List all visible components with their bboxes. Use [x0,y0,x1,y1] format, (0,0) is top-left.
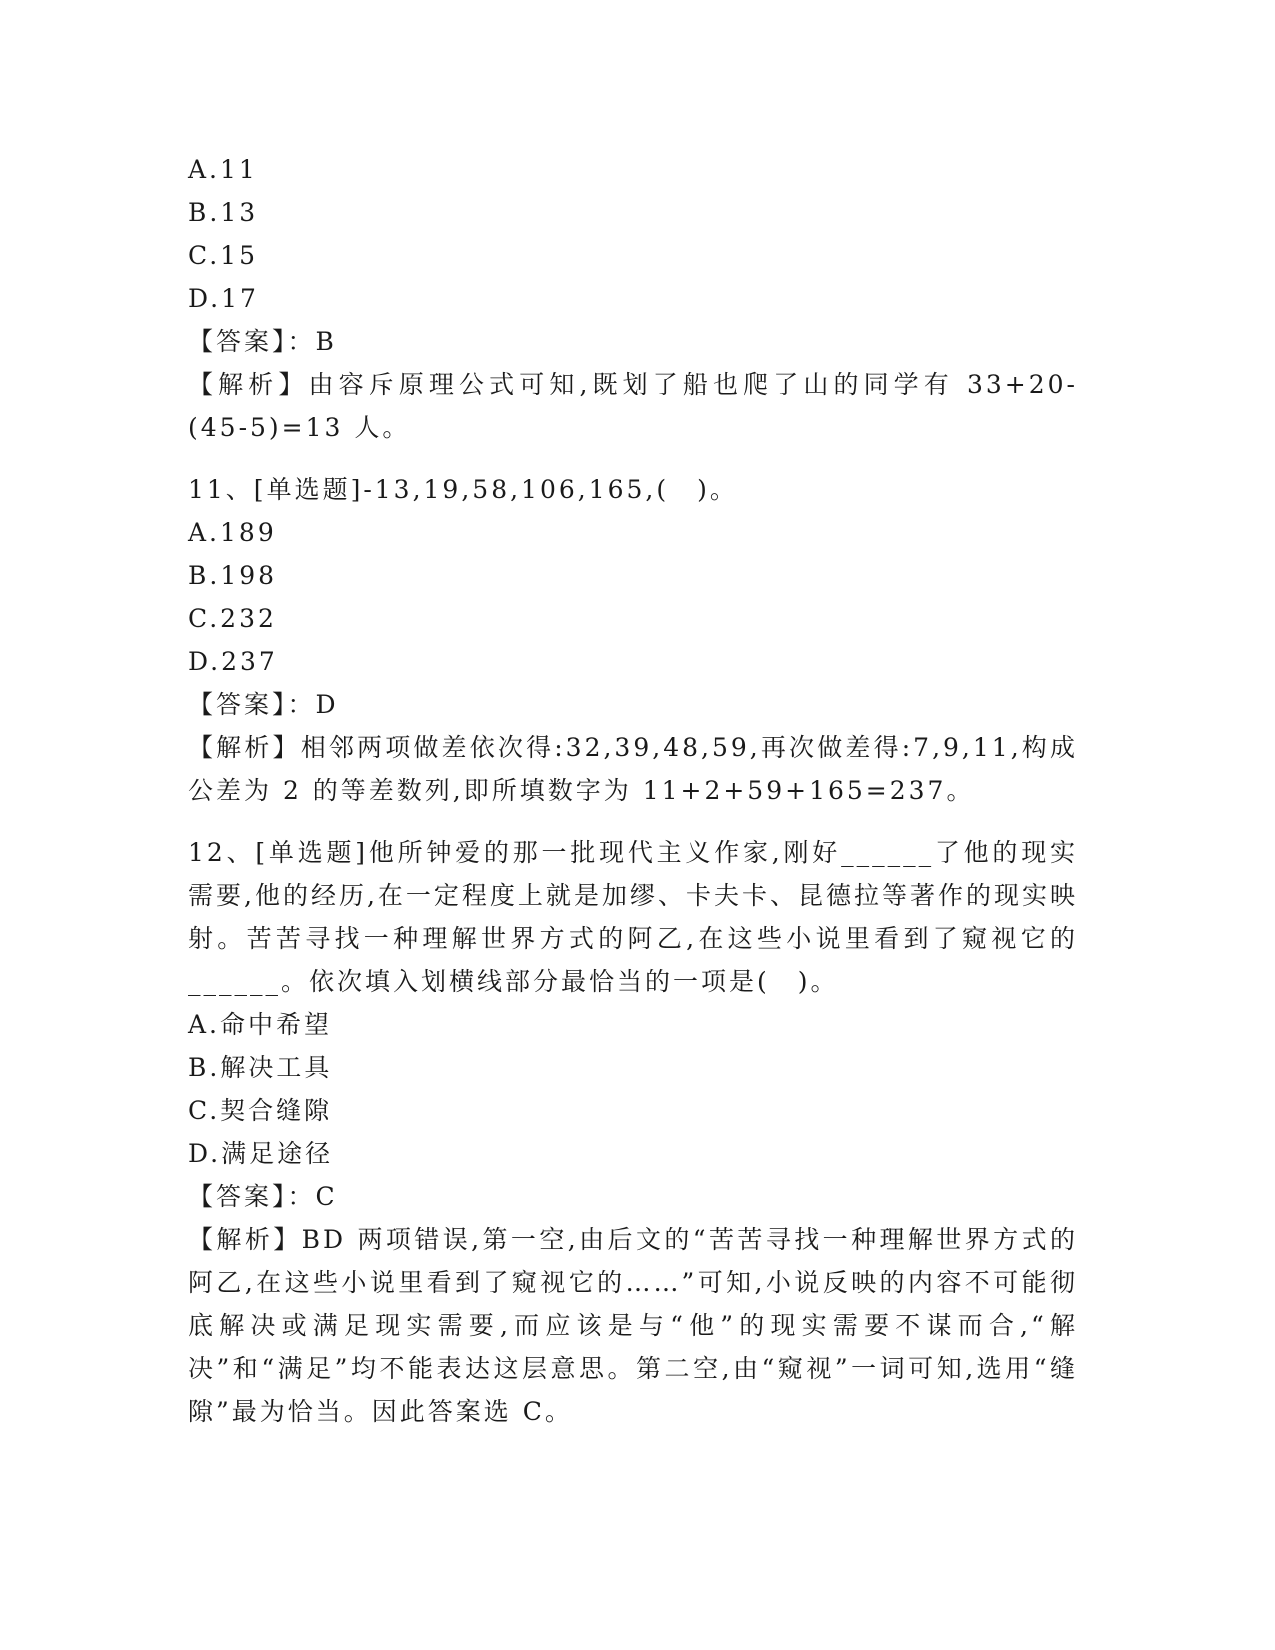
analysis-paragraph: 【解析】相邻两项做差依次得:32,39,48,59,再次做差得:7,9,11,构成公差为 2 的等差数列,即所填数字为 11+2+59+165=237。 [188,733,1078,805]
question-11-block [188,468,1078,812]
question-text: 11、[单选题]-13,19,58,106,165,( )。 [188,475,738,504]
document-page [188,148,1078,1433]
answer-line: 【答案】：D [188,690,339,719]
analysis-paragraph: 【解析】BD 两项错误,第一空,由后文的“苦苦寻找一种理解世界方式的阿乙,在这些小说里看到了窥视它的……”可知,小说反映的内容不可能彻底解决或满足现实需要,而应该是与“他”的现实需要不谋而合,“解决”和“满足”均不能表达这层意思。第二空,由“窥视”一词可知,选用“缝隙”最为恰当。因此答案选 C。 [188,1225,1078,1426]
question-text: 12、[单选题]他所钟爱的那一批现代主义作家,刚好______了他的现实需要,他的经历,在一定程度上就是加缪、卡夫卡、昆德拉等著作的现实映射。苦苦寻找一种理解世界方式的阿乙,在这些小说里看到了窥视它的______。依次填入划横线部分最恰当的一项是( )。 [188,838,1078,996]
option-c: C.15 [188,241,258,270]
question-12-block [188,831,1078,1433]
answer-line: 【答案】：B [188,327,337,356]
option-a: A.11 [188,155,258,184]
answer-line: 【答案】：C [188,1182,338,1211]
question-10-block [188,148,1078,449]
option-c: C.契合缝隙 [188,1096,333,1125]
option-c: C.232 [188,604,277,633]
spacer [188,449,1078,468]
spacer [188,812,1078,831]
analysis-paragraph: 【解析】由容斥原理公式可知,既划了船也爬了山的同学有 33+20-(45-5)=13 人。 [188,370,1078,442]
option-d: D.17 [188,284,259,313]
option-d: D.满足途径 [188,1139,334,1168]
option-b: B.解决工具 [188,1053,333,1082]
option-a: A.189 [188,518,277,547]
option-b: B.198 [188,561,278,590]
option-a: A.命中希望 [188,1010,333,1039]
option-b: B.13 [188,198,259,227]
option-d: D.237 [188,647,278,676]
